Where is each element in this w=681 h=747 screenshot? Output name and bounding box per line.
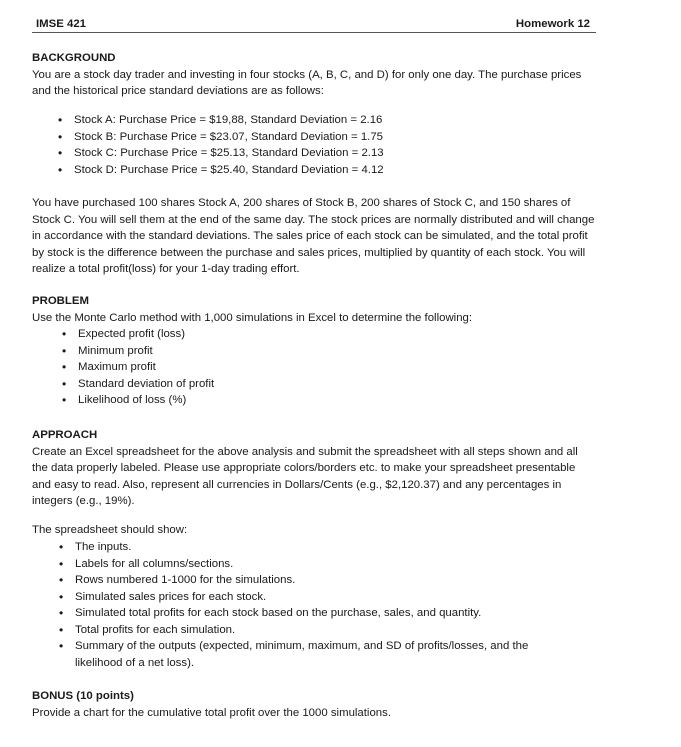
background-heading: BACKGROUND xyxy=(32,52,116,64)
list-item: • Total profits for each simulation. xyxy=(75,622,575,639)
assignment-title: Homework 12 xyxy=(515,18,590,30)
stock-list xyxy=(74,112,594,178)
list-item: • Stock C: Purchase Price = $25.13, Standard Deviation = 2.13 xyxy=(74,145,594,162)
page-header xyxy=(32,14,596,33)
list-item: • Labels for all columns/sections. xyxy=(75,556,575,573)
bonus-section xyxy=(32,688,596,721)
problem-list xyxy=(78,326,594,409)
list-item: • Simulated total profits for each stock based on the purchase, sales, and quantity. xyxy=(75,605,575,622)
should-show-label: The spreadsheet should show: xyxy=(32,524,188,536)
background-paragraph: You have purchased 100 shares Stock A, 200 shares of Stock B, 200 shares of Stock C, and 150 shares of Stock C. You will sell them at the end of the same day. The stock prices are normally distributed and will change in accordance with the standard deviations. The sales price of each stock can be simulated, and the total profit by stock is the difference between the purchase and sales prices, multiplied by quantity of each stock. You will realize a total profit(loss) for your 1-day trading effort. xyxy=(32,197,595,275)
list-item: • Stock A: Purchase Price = $19,88, Standard Deviation = 2.16 xyxy=(74,112,594,129)
approach-paragraph: Create an Excel spreadsheet for the above analysis and submit the spreadsheet with all steps shown and all the data properly labeled. Please use appropriate colors/borders etc. to make your spreadsheet presentable and easy to read. Also, represent all currencies in Dollars/Cents (e.g., $2,120.37) and any percentages in integers (e.g., 19%). xyxy=(32,445,578,507)
list-item: • Stock B: Purchase Price = $23.07, Standard Deviation = 1.75 xyxy=(74,129,594,146)
background-paragraph-block xyxy=(32,195,596,278)
course-code: IMSE 421 xyxy=(36,18,87,30)
background-section xyxy=(32,50,596,100)
approach-section xyxy=(32,427,596,510)
problem-intro: Use the Monte Carlo method with 1,000 simulations in Excel to determine the following: xyxy=(32,311,473,324)
bonus-text: Provide a chart for the cumulative total profit over the 1000 simulations. xyxy=(32,706,391,719)
approach-heading: APPROACH xyxy=(32,429,98,441)
list-item: • Simulated sales prices for each stock. xyxy=(75,589,575,606)
problem-section xyxy=(32,293,596,326)
problem-heading: PROBLEM xyxy=(32,295,89,307)
list-item: • Expected profit (loss) xyxy=(78,326,594,343)
list-item: • Summary of the outputs (expected, minimum, maximum, and SD of profits/losses, and the likelihood of a net loss). xyxy=(75,638,575,671)
list-item: • Likelihood of loss (%) xyxy=(78,392,594,409)
list-item: • Rows numbered 1-1000 for the simulations. xyxy=(75,572,575,589)
list-item: • The inputs. xyxy=(75,539,575,556)
background-intro: You are a stock day trader and investing in four stocks (A, B, C, and D) for only one day. The purchase prices and the historical price standard deviations are as follows: xyxy=(32,68,582,97)
list-item: • Maximum profit xyxy=(78,359,594,376)
bonus-heading: BONUS (10 points) xyxy=(32,690,134,702)
should-show-block xyxy=(32,522,596,539)
approach-list xyxy=(75,539,575,671)
list-item: • Minimum profit xyxy=(78,343,594,360)
list-item: • Stock D: Purchase Price = $25.40, Standard Deviation = 4.12 xyxy=(74,162,594,179)
list-item: • Standard deviation of profit xyxy=(78,376,594,393)
